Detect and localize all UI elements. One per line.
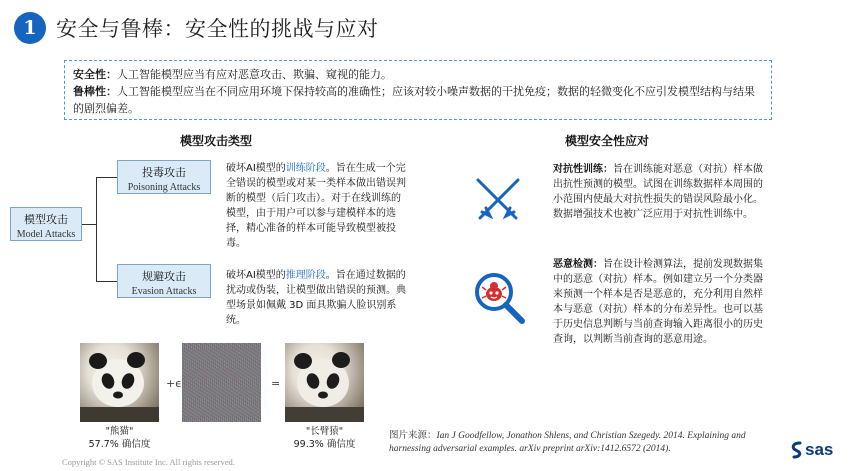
robustness-term: 鲁棒性： xyxy=(73,85,117,98)
panda-caption xyxy=(72,425,167,451)
perturbation-noise-image xyxy=(182,343,261,422)
node-label-cn: 投毒攻击 xyxy=(142,166,186,179)
crossed-swords-icon xyxy=(470,172,526,228)
desc-text: 。旨在通过数据的扰动或伪装，让模型做出错误的预测。典型场景如佩戴 3D 面具欺骗人脸识别系统。 xyxy=(226,270,406,326)
inference-stage-highlight: 推理阶段 xyxy=(285,270,326,281)
definition-box xyxy=(64,60,772,120)
security-term: 安全性： xyxy=(73,68,117,81)
node-label-en: Evasion Attacks xyxy=(131,286,197,297)
copyright-text: Copyright © SAS Institute Inc. All rights reserved. xyxy=(62,457,235,467)
image-source-credit xyxy=(389,429,769,456)
training-stage-highlight: 训练阶段 xyxy=(285,163,326,174)
tree-connector xyxy=(96,177,117,178)
section-number-badge: 1 xyxy=(14,12,46,44)
evasion-description xyxy=(226,268,408,328)
panda-image-adversarial xyxy=(285,343,364,422)
equals-sign: = xyxy=(271,377,281,390)
source-label: 图片来源： xyxy=(389,430,437,441)
security-definition xyxy=(73,66,763,83)
node-label-en: Poisoning Attacks xyxy=(127,182,201,193)
poisoning-attacks-node xyxy=(117,160,211,194)
security-text: 人工智能模型应当有应对恶意攻击、欺骗、窥视的能力。 xyxy=(117,68,392,81)
malicious-detection-term: 恶意检测： xyxy=(553,259,603,270)
attack-types-heading: 模型攻击类型 xyxy=(180,134,253,148)
adversarial-training-text: 旨在训练能对恶意（对抗）样本做出抗性预测的模型。试图在训练数据样本周围的小范围内使最大对抗性损失的错误风险最小化。数据增强技术也被广泛应用于对抗性训练中。 xyxy=(553,164,763,220)
evasion-attacks-node xyxy=(117,264,211,298)
poisoning-description xyxy=(226,161,408,251)
malicious-detection-text: 旨在设计检测算法，提前发现数据集中的恶意（对抗）样本。例如建立另一个分类器来预测一个样本是否是恶意的，充分利用自然样本与恶意（对抗）样本的分布差异性。也可以基于历史信息判断与当前查询输入距离很小的历史查询，以判断当前查询的恶意用途。 xyxy=(553,259,763,345)
tree-connector xyxy=(81,224,96,225)
slide-header xyxy=(14,12,379,44)
plus-epsilon: +ϵ xyxy=(166,377,182,390)
slide-title: 安全与鲁棒：安全性的挑战与应对 xyxy=(56,17,379,41)
robustness-text: 人工智能模型应当在不同应用环境下保持较高的准确性；应该对较小噪声数据的干扰免疫；数据的轻微变化不应引发模型结构与结果的剧烈偏差。 xyxy=(73,85,755,115)
sas-logo-mark-icon xyxy=(790,441,804,459)
panda-label: "熊猫" xyxy=(105,426,134,437)
source-citation: Ian J Goodfellow, Jonathon Shlens, and Christian Szegedy. 2014. Explaining and harnessing adversarial examples. arXiv preprint arXiv:1412.6572 (2014). xyxy=(389,431,746,454)
node-label-cn: 模型攻击 xyxy=(24,213,68,226)
desc-text: 破坏AI模型的 xyxy=(226,270,286,281)
magnifier-bug-icon xyxy=(470,268,528,326)
node-label-en: Model Attacks xyxy=(16,229,76,240)
defense-heading: 模型安全性应对 xyxy=(565,134,650,148)
tree-connector xyxy=(96,281,117,282)
sas-logo-text: sas xyxy=(805,440,834,459)
node-label-cn: 规避攻击 xyxy=(142,270,186,283)
model-attacks-node xyxy=(10,207,82,241)
panda-image-original xyxy=(80,343,159,422)
gibbon-confidence: 99.3% 确信度 xyxy=(293,439,356,450)
panda-confidence: 57.7% 确信度 xyxy=(88,439,151,450)
robustness-definition xyxy=(73,83,763,117)
malicious-detection-description xyxy=(553,257,766,347)
tree-connector xyxy=(96,177,97,281)
gibbon-caption xyxy=(277,425,372,451)
gibbon-label: "长臂猿" xyxy=(305,426,344,437)
sas-logo xyxy=(790,440,833,460)
desc-text: 。旨在生成一个完全错误的模型或对某一类样本做出错误判断的模型（后门攻击）。对于在线训练的模型，由于用户可以参与建模样本的选择，精心准备的样本可能导致模型被投毒。 xyxy=(226,163,406,249)
adversarial-training-term: 对抗性训练： xyxy=(553,164,613,175)
desc-text: 破坏AI模型的 xyxy=(226,163,286,174)
adversarial-training-description xyxy=(553,162,766,222)
